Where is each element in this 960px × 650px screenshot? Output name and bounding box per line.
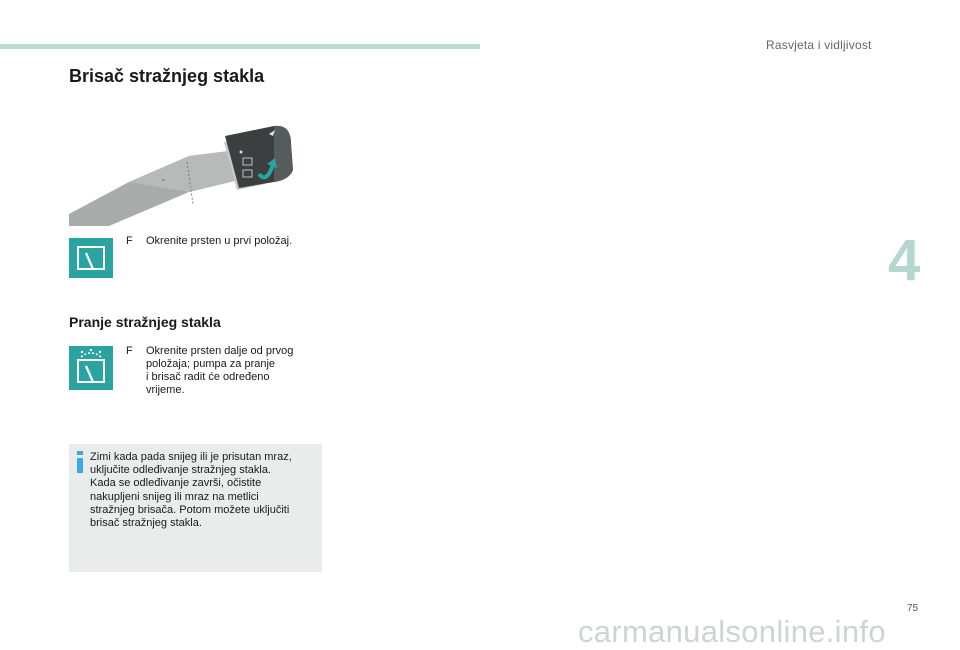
info-line: stražnjeg brisača. Potom možete uključiti: [90, 503, 290, 516]
watermark: carmanualsonline.info: [578, 614, 886, 649]
step-line: položaja; pumpa za pranje: [146, 358, 276, 370]
info-note: [69, 444, 322, 572]
info-line: Kada se odleđivanje završi, očistite: [90, 477, 262, 490]
svg-text:⌁: ⌁: [161, 176, 166, 184]
info-line: Zimi kada pada snijeg ili je prisutan mraz,: [90, 451, 292, 463]
step-bullet: F: [126, 235, 133, 247]
step-line: Okrenite prsten dalje od prvog: [146, 345, 294, 357]
info-line: uključite odleđivanje stražnjeg stakla.: [90, 464, 271, 477]
step-text: Okrenite prsten u prvi položaj.: [146, 235, 293, 247]
info-text: [90, 451, 316, 530]
chapter-title: Rasvjeta i vidljivost: [766, 38, 872, 52]
step-bullet: F: [126, 345, 133, 357]
wiper-stalk-illustration: [69, 104, 301, 226]
info-line: brisač stražnjeg stakla.: [90, 517, 202, 530]
subsection-title: Pranje stražnjeg stakla: [69, 314, 221, 330]
rear-washer-icon: [69, 346, 113, 390]
step-line: vrijeme.: [146, 384, 185, 396]
step-text: [146, 345, 336, 397]
info-icon: [77, 451, 83, 473]
chapter-number: 4: [888, 228, 921, 293]
section-title: Brisač stražnjeg stakla: [69, 66, 265, 86]
rear-wiper-icon: [69, 238, 113, 278]
info-line: nakupljeni snijeg ili mraz na metlici: [90, 490, 259, 503]
rear-washer-icon-box: [69, 346, 113, 390]
top-accent-bar: [0, 44, 480, 49]
step-line: i brisač radit će određeno: [146, 371, 270, 383]
page-number: 75: [907, 603, 919, 614]
rear-wiper-icon-box: [69, 238, 113, 278]
